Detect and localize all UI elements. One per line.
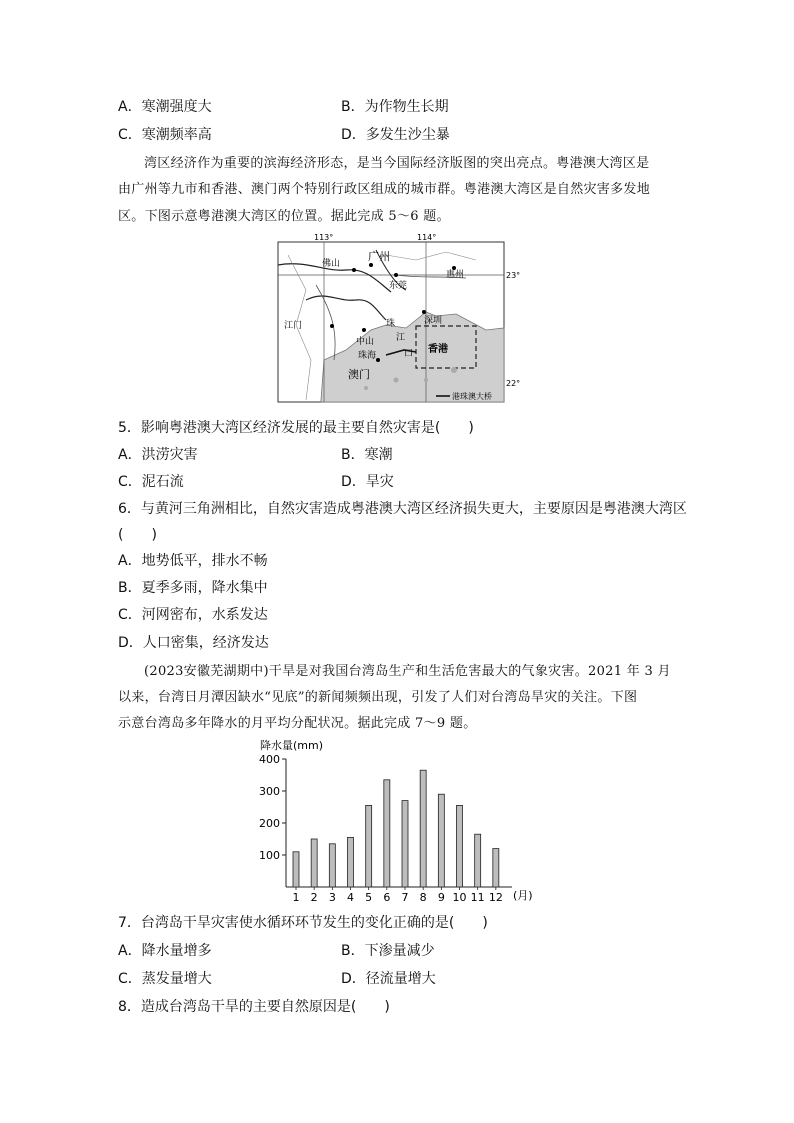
label-jiangmen: 江门 (284, 321, 303, 331)
bar (348, 837, 354, 887)
label-huizhou: 惠州 (446, 270, 465, 280)
y-tick-label: 300 (259, 785, 280, 798)
q6-option-b: B．夏季多雨，降水集中 (118, 580, 268, 596)
label-shenzhen: 深圳 (424, 316, 443, 326)
y-tick-label: 400 (259, 753, 280, 766)
label-xianggang: 香港 (428, 344, 448, 355)
island-4 (364, 386, 368, 390)
bar (311, 839, 317, 887)
dongguan-dot (394, 273, 398, 277)
q7-option-d: D．径流量增大 (341, 971, 436, 987)
zhuhai-dot (376, 358, 380, 362)
bar (457, 805, 463, 887)
label-zhongshan: 中山 (356, 337, 375, 347)
legend-label: 港珠澳大桥 (452, 392, 492, 401)
x-tick-label: 8 (419, 891, 427, 904)
label-zhuhai: 珠海 (358, 351, 377, 361)
x-tick-label: 9 (437, 891, 445, 904)
gba-map (276, 230, 524, 405)
q6-paren: ( ) (118, 527, 157, 543)
label-aomen: 澳门 (348, 368, 370, 381)
guangzhou-dot (369, 263, 373, 267)
x-tick-label: 3 (328, 891, 336, 904)
q6-option-a: A．地势低平，排水不畅 (118, 553, 268, 569)
q7-option-c: C．蒸发量增大 (118, 971, 212, 987)
island-3 (394, 378, 399, 383)
lat-label-23: 23° (506, 271, 521, 280)
q7-stem: 7．台湾岛干旱灾害使水循环环节发生的变化正确的是( ) (118, 915, 488, 931)
intro56-line1: 湾区经济作为重要的滨海经济形态，是当今国际经济版图的突出亮点。粤港澳大湾区是 (144, 156, 650, 171)
label-jiang: 江 (396, 333, 406, 343)
q5-stem: 5．影响粤港澳大湾区经济发展的最主要自然灾害是( ) (118, 420, 474, 436)
intro56-line2: 由广州等九市和香港、澳门两个特别行政区组成的城市群。粤港澳大湾区是自然灾害多发地 (118, 182, 651, 197)
label-kou: 口 (404, 349, 414, 359)
bar (402, 801, 408, 887)
intro56-line3: 区。下图示意粤港澳大湾区的位置。据此完成 5～6 题。 (118, 209, 450, 224)
bar (475, 834, 481, 887)
intro79-line3: 示意台湾岛多年降水的月平均分配状况。据此完成 7～9 题。 (118, 716, 477, 731)
chart-ylabel: 降水量(mm) (260, 739, 324, 752)
label-foshan: 佛山 (322, 259, 341, 269)
x-tick-label: 10 (452, 891, 467, 904)
q6-option-d: D．人口密集，经济发达 (118, 635, 269, 651)
bar (384, 780, 390, 887)
q4-option-b: B．为作物生长期 (341, 99, 449, 115)
label-guangzhou: 广州 (368, 250, 390, 263)
q7-option-a: A．降水量增多 (118, 943, 212, 959)
lon-label-113: 113° (314, 233, 334, 242)
x-tick-label: 12 (488, 891, 503, 904)
q8-stem: 8．造成台湾岛干旱的主要自然原因是( ) (118, 999, 390, 1015)
bar (329, 844, 335, 887)
jiangmen-dot (330, 324, 334, 328)
x-tick-label: 4 (347, 891, 354, 904)
y-tick-label: 200 (259, 817, 280, 830)
x-tick-label: 11 (470, 891, 485, 904)
q4-option-a: A．寒潮强度大 (118, 99, 212, 115)
label-zhu: 珠 (386, 319, 396, 329)
bar (420, 770, 426, 887)
intro79-line1: (2023安徽芜湖期中)干旱是对我国台湾岛生产和生活危害最大的气象灾害。2021 年 3 月 (144, 664, 671, 679)
y-tick-label: 100 (259, 849, 280, 862)
x-tick-label: 5 (365, 891, 373, 904)
intro79-line2: 以来，台湾日月潭因缺水“见底”的新闻频频出现，引发了人们对台湾岛旱灾的关注。下图 (118, 690, 638, 705)
q6-stem: 6．与黄河三角洲相比，自然灾害造成粤港澳大湾区经济损失更大，主要原因是粤港澳大湾区 (118, 501, 687, 517)
island-2 (424, 378, 428, 382)
foshan-dot (352, 268, 356, 272)
bar (438, 794, 444, 887)
q5-option-d: D．旱灾 (341, 474, 394, 490)
bar (366, 805, 372, 887)
lat-label-22: 22° (506, 379, 521, 388)
x-tick-label: 2 (310, 891, 318, 904)
q6-option-c: C．河网密布，水系发达 (118, 607, 268, 623)
q7-option-b: B．下渗量减少 (341, 943, 435, 959)
shenzhen-dot (422, 310, 426, 314)
label-dongguan: 东莞 (389, 281, 408, 291)
q5-option-b: B．寒潮 (341, 447, 393, 463)
island-1 (451, 367, 457, 373)
q4-option-d: D．多发生沙尘暴 (341, 127, 450, 143)
precipitation-chart (250, 735, 550, 905)
q4-option-c: C．寒潮频率高 (118, 127, 212, 143)
x-tick-label: 1 (292, 891, 300, 904)
chart-xlabel: (月) (513, 889, 533, 902)
lon-label-114: 114° (417, 233, 437, 242)
bar (293, 852, 299, 887)
zhongshan-dot (362, 328, 366, 332)
q5-option-a: A．洪涝灾害 (118, 447, 198, 463)
q5-option-c: C．泥石流 (118, 474, 184, 490)
x-tick-label: 7 (401, 891, 409, 904)
bar (493, 849, 499, 887)
x-tick-label: 6 (383, 891, 391, 904)
